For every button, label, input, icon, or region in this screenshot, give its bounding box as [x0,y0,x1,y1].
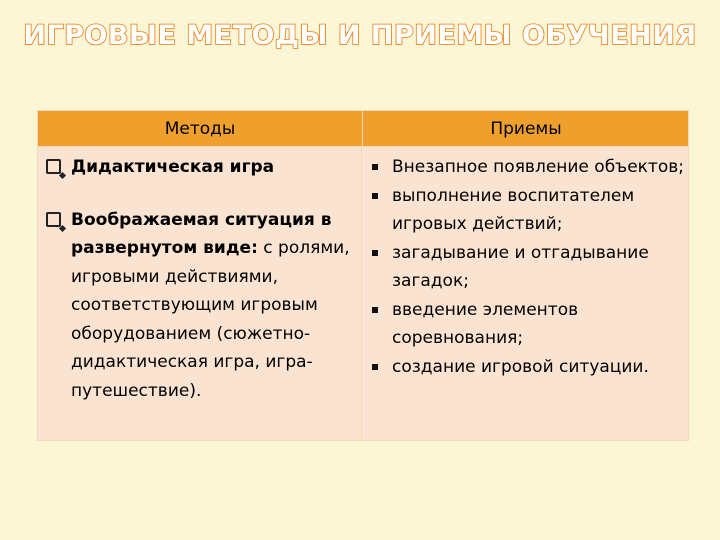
list-item [362,296,688,353]
square-bullet-icon [372,193,378,199]
square-bullet-icon [372,364,378,370]
technique-text: Внезапное появление объектов; [392,157,684,177]
technique-text: загадывание и отгадывание загадок; [392,242,649,291]
method-title: Дидактическая игра [71,157,275,177]
table-body-row [38,147,688,441]
square-bullet-icon [372,164,378,170]
list-item [362,153,688,182]
square-bullet-icon [372,250,378,256]
method-description: с ролями, игровыми действиями, соответствующим игровым оборудованием (сюжетно-дидактическая игра, игра-путешествие). [71,238,350,401]
methods-cell [38,147,362,441]
list-item [46,153,361,182]
checkbox-bullet-icon [46,159,61,174]
header-techniques: Приемы [490,118,562,139]
checkbox-bullet-icon [46,212,61,227]
list-item [46,206,361,406]
page-title: ИГРОВЫЕ МЕТОДЫ И ПРИЕМЫ ОБУЧЕНИЯ [23,20,697,51]
technique-text: создание игровой ситуации. [392,356,649,377]
techniques-cell [362,147,688,441]
technique-text: выполнение воспитателем игровых действий; [392,185,635,234]
header-methods: Методы [38,111,363,146]
table-header-row [38,111,688,147]
list-item [362,182,688,239]
method-title: Воображаемая ситуация в развернутом виде: [71,209,332,258]
technique-text: введение элементов соревнования; [392,299,579,348]
list-item [362,239,688,296]
list-item [362,353,688,382]
square-bullet-icon [372,307,378,313]
methods-table [37,110,689,441]
